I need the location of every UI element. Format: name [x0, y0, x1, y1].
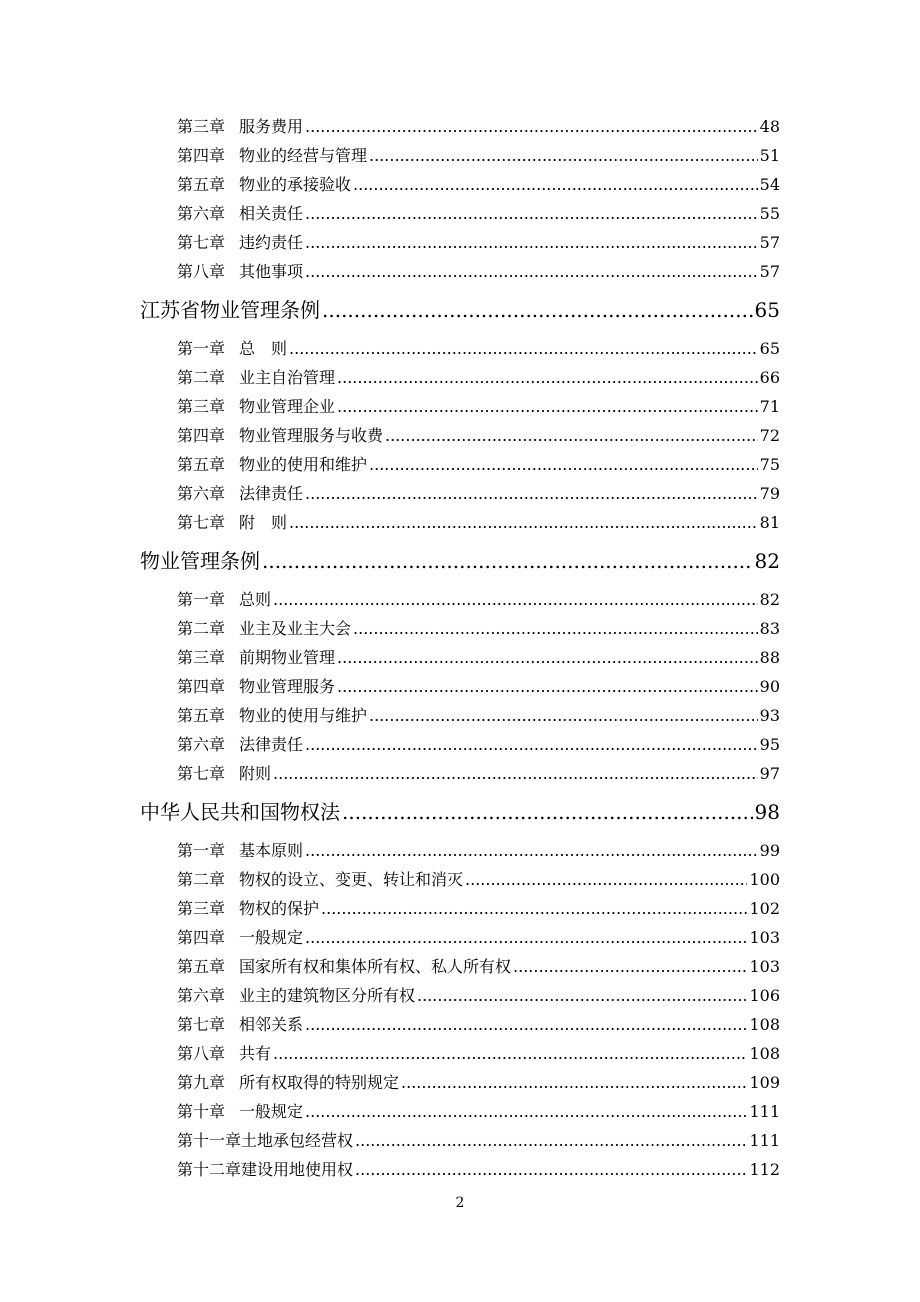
- toc-entry-title: 物业的经营与管理: [239, 146, 368, 165]
- toc-entry-title: 物业的承接验收: [239, 175, 352, 194]
- toc-entry-text: [177, 981, 415, 1010]
- toc-entry-text: [177, 363, 335, 392]
- toc-entry-text: [177, 112, 303, 141]
- toc-chapter-number: 第七章: [177, 764, 226, 783]
- toc-entry-title: 土地承包经营权: [241, 1131, 354, 1150]
- toc-entry-title: 一般规定: [239, 1102, 304, 1121]
- toc-chapter-entry[interactable]: [0, 585, 780, 614]
- toc-chapter-entry[interactable]: [0, 479, 780, 508]
- toc-entry-text: [177, 759, 271, 788]
- toc-chapter-number: 第一章: [177, 841, 226, 860]
- toc-entry-text: [177, 585, 271, 614]
- toc-entry-title: 前期物业管理: [239, 648, 336, 667]
- toc-chapter-entry[interactable]: [0, 1126, 780, 1155]
- toc-entry-title: 总则: [239, 590, 272, 609]
- toc-entry-title: 所有权取得的特别规定: [239, 1073, 400, 1092]
- toc-chapter-number: 第七章: [177, 513, 226, 532]
- toc-dot-leader: [369, 141, 758, 170]
- toc-section-entry[interactable]: [0, 792, 780, 832]
- toc-page-number: 108: [749, 1015, 780, 1034]
- toc-page-number: 75: [759, 455, 780, 474]
- toc-dot-leader: [305, 228, 758, 257]
- toc-page-number: 51: [759, 146, 780, 165]
- toc-entry-title: 共有: [239, 1044, 272, 1063]
- toc-entry-text: [177, 1155, 353, 1184]
- toc-entry-title: 法律责任: [239, 735, 304, 754]
- toc-chapter-entry[interactable]: [0, 981, 780, 1010]
- toc-chapter-entry[interactable]: [0, 334, 780, 363]
- toc-entry-text: [177, 1097, 303, 1126]
- toc-entry-text: [177, 865, 463, 894]
- toc-page-number: 111: [749, 1131, 780, 1150]
- toc-entry-title: 业主及业主大会: [239, 619, 352, 638]
- toc-page-number: 106: [749, 986, 780, 1005]
- toc-chapter-number: 第三章: [177, 899, 226, 918]
- toc-dot-leader: [273, 759, 758, 788]
- toc-chapter-entry[interactable]: [0, 759, 780, 788]
- toc-page-number: 72: [759, 426, 780, 445]
- toc-dot-leader: [273, 585, 758, 614]
- toc-entry-title: 物业管理服务与收费: [239, 426, 384, 445]
- toc-entry-title: 附则: [239, 764, 272, 783]
- toc-entry-title: 物权的保护: [239, 899, 320, 918]
- toc-entry-text: [177, 450, 367, 479]
- toc-chapter-number: 第六章: [177, 986, 226, 1005]
- toc-dot-leader: [273, 1039, 747, 1068]
- toc-dot-leader: [353, 614, 758, 643]
- toc-entry-text: [177, 141, 367, 170]
- toc-page-number: 57: [759, 262, 780, 281]
- toc-chapter-entry[interactable]: [0, 228, 780, 257]
- toc-chapter-number: 第五章: [177, 957, 226, 976]
- toc-chapter-entry[interactable]: [0, 1097, 780, 1126]
- toc-chapter-number: 第五章: [177, 455, 226, 474]
- toc-dot-leader: [305, 112, 758, 141]
- toc-entry-title: 服务费用: [239, 117, 304, 136]
- toc-chapter-number: 第六章: [177, 484, 226, 503]
- toc-dot-leader: [355, 1126, 747, 1155]
- toc-entry-text: [177, 836, 303, 865]
- toc-chapter-entry[interactable]: [0, 508, 780, 537]
- toc-entry-title: 物业管理服务: [239, 677, 336, 696]
- toc-page-number: 99: [759, 841, 780, 860]
- toc-page-number: 57: [759, 233, 780, 252]
- toc-chapter-number: 第四章: [177, 928, 226, 947]
- toc-dot-leader: [417, 981, 747, 1010]
- toc-entry-title: 物业管理企业: [239, 397, 336, 416]
- toc-entry-title: 国家所有权和集体所有权、私人所有权: [239, 957, 512, 976]
- toc-entry-title: 违约责任: [239, 233, 304, 252]
- toc-page-number: 66: [759, 368, 780, 387]
- toc-page-number: 82: [754, 549, 780, 573]
- toc-chapter-entry[interactable]: [0, 257, 780, 286]
- toc-dot-leader: [369, 450, 758, 479]
- toc-chapter-number: 第四章: [177, 426, 226, 445]
- toc-entry-text: [177, 701, 367, 730]
- toc-page-number: 55: [759, 204, 780, 223]
- toc-entry-title: 物业管理条例: [140, 549, 260, 573]
- toc-chapter-number: 第六章: [177, 204, 226, 223]
- page-number: 2: [455, 1195, 465, 1211]
- toc-dot-leader: [465, 865, 747, 894]
- toc-chapter-entry[interactable]: [0, 1155, 780, 1184]
- toc-entry-text: [177, 1039, 271, 1068]
- toc-page-number: 54: [759, 175, 780, 194]
- toc-chapter-entry[interactable]: [0, 112, 780, 141]
- toc-chapter-number: 第十章: [177, 1102, 226, 1121]
- toc-chapter-number: 第十二章: [177, 1160, 242, 1179]
- toc-chapter-number: 第二章: [177, 870, 226, 889]
- toc-entry-title: 相邻关系: [239, 1015, 304, 1034]
- toc-entry-text: [177, 228, 303, 257]
- toc-chapter-entry[interactable]: [0, 421, 780, 450]
- toc-chapter-entry[interactable]: [0, 392, 780, 421]
- toc-entry-title: 其他事项: [239, 262, 304, 281]
- toc-page-number: 71: [759, 397, 780, 416]
- toc-chapter-number: 第十一章: [177, 1131, 242, 1150]
- toc-entry-text: [177, 199, 303, 228]
- toc-dot-leader: [355, 1155, 747, 1184]
- toc-chapter-number: 第七章: [177, 233, 226, 252]
- toc-chapter-entry[interactable]: [0, 614, 780, 643]
- toc-entry-title: 物业的使用与维护: [239, 706, 368, 725]
- toc-chapter-number: 第八章: [177, 1044, 226, 1063]
- toc-chapter-number: 第四章: [177, 146, 226, 165]
- toc-entry-title: 相关责任: [239, 204, 304, 223]
- toc-chapter-entry[interactable]: [0, 865, 780, 894]
- toc-page-number: 79: [759, 484, 780, 503]
- toc-chapter-number: 第八章: [177, 262, 226, 281]
- toc-entry-title: 业主自治管理: [239, 368, 336, 387]
- toc-chapter-entry[interactable]: [0, 1010, 780, 1039]
- toc-entry-text: [177, 1010, 303, 1039]
- toc-page-number: 48: [759, 117, 780, 136]
- toc-page-number: 98: [754, 800, 780, 824]
- toc-page-number: 109: [749, 1073, 780, 1092]
- toc-chapter-number: 第三章: [177, 117, 226, 136]
- toc-entry-text: [177, 1126, 353, 1155]
- toc-entry-text: [177, 257, 303, 286]
- toc-chapter-entry[interactable]: [0, 730, 780, 759]
- toc-page-number: 103: [749, 957, 780, 976]
- toc-dot-leader: [305, 199, 758, 228]
- toc-chapter-entry[interactable]: [0, 643, 780, 672]
- toc-dot-leader: [305, 1097, 747, 1126]
- toc-entry-text: [177, 730, 303, 759]
- toc-page-number: 65: [754, 298, 780, 322]
- toc-dot-leader: [305, 479, 758, 508]
- toc-chapter-entry[interactable]: [0, 363, 780, 392]
- toc-entry-title: 中华人民共和国物权法: [140, 800, 340, 824]
- toc-dot-leader: [337, 672, 758, 701]
- toc-chapter-entry[interactable]: [0, 672, 780, 701]
- toc-entry-title: 一般规定: [239, 928, 304, 947]
- toc-page-number: 97: [759, 764, 780, 783]
- toc-chapter-number: 第二章: [177, 368, 226, 387]
- toc-dot-leader: [289, 508, 758, 537]
- toc-entry-text: [177, 508, 287, 537]
- toc-dot-leader: [337, 643, 758, 672]
- toc-entry-title: 物权的设立、变更、转让和消灭: [239, 870, 464, 889]
- toc-dot-leader: [305, 257, 758, 286]
- toc-chapter-number: 第一章: [177, 590, 226, 609]
- toc-page-number: 100: [749, 870, 780, 889]
- toc-entry-text: [177, 672, 335, 701]
- toc-dot-leader: [305, 836, 758, 865]
- toc-entry-text: [177, 614, 351, 643]
- toc-entry-text: [177, 392, 335, 421]
- toc-dot-leader: [342, 792, 753, 832]
- toc-chapter-number: 第三章: [177, 648, 226, 667]
- toc-chapter-number: 第五章: [177, 175, 226, 194]
- toc-entry-text: [140, 792, 340, 832]
- toc-page-number: 90: [759, 677, 780, 696]
- toc-chapter-entry[interactable]: [0, 141, 780, 170]
- toc-dot-leader: [289, 334, 758, 363]
- toc-page-number: 65: [759, 339, 780, 358]
- toc-dot-leader: [305, 1010, 747, 1039]
- toc-chapter-entry[interactable]: [0, 952, 780, 981]
- toc-chapter-number: 第五章: [177, 706, 226, 725]
- toc-entry-text: [177, 923, 303, 952]
- toc-chapter-entry[interactable]: [0, 170, 780, 199]
- toc-chapter-number: 第三章: [177, 397, 226, 416]
- toc-entry-text: [177, 643, 335, 672]
- toc-dot-leader: [337, 392, 758, 421]
- toc-dot-leader: [321, 894, 747, 923]
- toc-chapter-entry[interactable]: [0, 894, 780, 923]
- toc-dot-leader: [385, 421, 758, 450]
- toc-section-entry[interactable]: [0, 541, 780, 581]
- toc-dot-leader: [513, 952, 747, 981]
- toc-dot-leader: [305, 923, 747, 952]
- toc-dot-leader: [337, 363, 758, 392]
- toc-dot-leader: [322, 290, 753, 330]
- toc-page-number: 111: [749, 1102, 780, 1121]
- toc-entry-text: [177, 170, 351, 199]
- toc-entry-title: 总 则: [239, 339, 288, 358]
- toc-chapter-entry[interactable]: [0, 450, 780, 479]
- toc-entry-text: [140, 290, 320, 330]
- toc-page-number: 82: [759, 590, 780, 609]
- toc-chapter-entry[interactable]: [0, 701, 780, 730]
- toc-dot-leader: [305, 730, 758, 759]
- toc-entry-text: [177, 1068, 399, 1097]
- toc-section-entry[interactable]: [0, 290, 780, 330]
- toc-page-number: 88: [759, 648, 780, 667]
- toc-page-number: 83: [759, 619, 780, 638]
- toc-dot-leader: [353, 170, 758, 199]
- toc-chapter-number: 第一章: [177, 339, 226, 358]
- toc-page-number: 95: [759, 735, 780, 754]
- toc-entry-title: 江苏省物业管理条例: [140, 298, 320, 322]
- toc-chapter-entry[interactable]: [0, 1039, 780, 1068]
- toc-entry-text: [177, 952, 511, 981]
- toc-entry-text: [177, 421, 383, 450]
- toc-page-number: 102: [749, 899, 780, 918]
- toc-entry-text: [140, 541, 260, 581]
- toc-page-number: 93: [759, 706, 780, 725]
- toc-entry-title: 建设用地使用权: [241, 1160, 354, 1179]
- toc-chapter-number: 第九章: [177, 1073, 226, 1092]
- toc-page-number: 112: [749, 1160, 780, 1179]
- toc-chapter-number: 第七章: [177, 1015, 226, 1034]
- toc-chapter-number: 第六章: [177, 735, 226, 754]
- toc-chapter-entry[interactable]: [0, 836, 780, 865]
- toc-dot-leader: [262, 541, 753, 581]
- toc-chapter-entry[interactable]: [0, 923, 780, 952]
- toc-entry-text: [177, 894, 319, 923]
- toc-entry-text: [177, 334, 287, 363]
- toc-entry-title: 业主的建筑物区分所有权: [239, 986, 416, 1005]
- toc-entry-title: 附 则: [239, 513, 288, 532]
- toc-dot-leader: [401, 1068, 747, 1097]
- toc-page-number: 108: [749, 1044, 780, 1063]
- toc-entry-text: [177, 479, 303, 508]
- toc-chapter-entry[interactable]: [0, 199, 780, 228]
- toc-chapter-number: 第四章: [177, 677, 226, 696]
- toc-dot-leader: [369, 701, 758, 730]
- toc-chapter-number: 第二章: [177, 619, 226, 638]
- toc-page-number: 81: [759, 513, 780, 532]
- toc-entry-title: 物业的使用和维护: [239, 455, 368, 474]
- toc-page-number: 103: [749, 928, 780, 947]
- toc-entry-title: 法律责任: [239, 484, 304, 503]
- toc-chapter-entry[interactable]: [0, 1068, 780, 1097]
- toc-entry-title: 基本原则: [239, 841, 304, 860]
- table-of-contents: [0, 112, 920, 1184]
